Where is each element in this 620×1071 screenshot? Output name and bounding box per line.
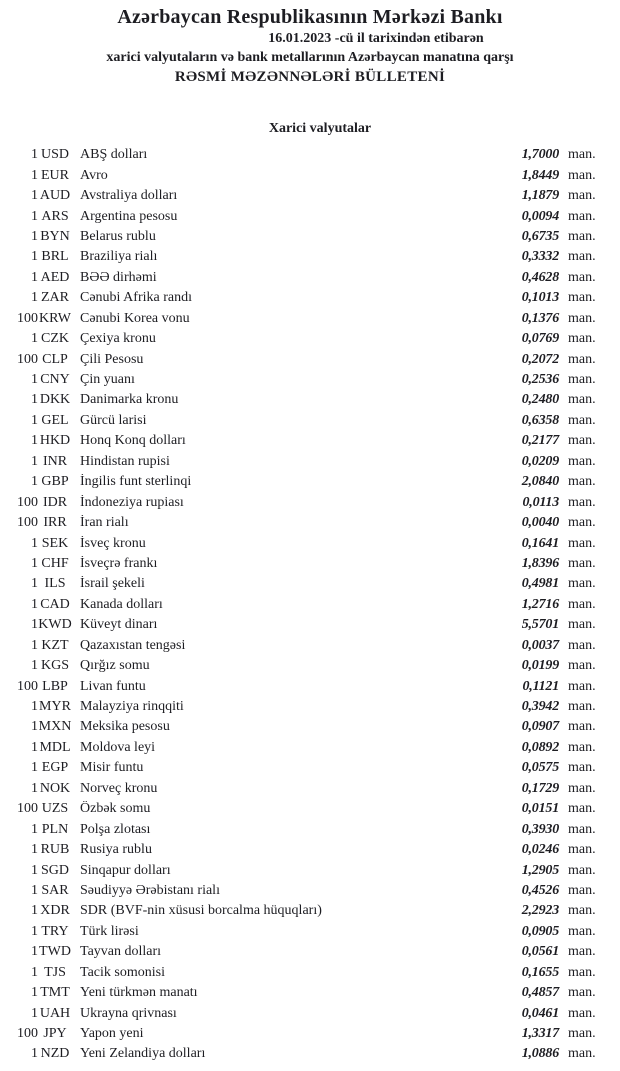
currency-row [2, 595, 602, 615]
currency-code: CLP [42, 351, 68, 367]
currency-name: İran rialı [80, 515, 129, 531]
currency-rate: 1,8449 [521, 167, 559, 183]
bulletin-subtitle: xarici valyutaların və bank metallarının Azərbaycan manatına qarşı [106, 50, 514, 65]
currency-code: ZAR [41, 290, 69, 306]
currency-row [2, 963, 602, 983]
currency-unit-label: man. [568, 453, 596, 469]
currency-nominal: 1 [31, 699, 38, 715]
currency-row [2, 329, 602, 349]
currency-code: SGD [40, 862, 69, 878]
currency-unit-label: man. [568, 290, 596, 306]
currency-rate: 1,2905 [521, 862, 559, 878]
currency-nominal: 1 [31, 985, 38, 1001]
currency-nominal: 1 [31, 555, 38, 571]
currency-unit-label: man. [568, 1026, 596, 1042]
currency-rate: 1,0886 [521, 1046, 559, 1062]
currency-nominal: 1 [31, 228, 38, 244]
currency-row [2, 738, 602, 758]
currency-row [2, 554, 602, 574]
currency-nominal: 1 [31, 780, 38, 796]
currency-nominal: 1 [31, 392, 38, 408]
currency-name: Belarus rublu [80, 228, 156, 244]
currency-nominal: 100 [17, 310, 38, 326]
currency-unit-label: man. [568, 944, 596, 960]
currency-nominal: 1 [31, 923, 38, 939]
currency-code: EGP [41, 760, 69, 776]
currency-name: Tayvan dolları [80, 944, 162, 960]
currency-nominal: 1 [31, 372, 38, 388]
currency-unit-label: man. [568, 555, 596, 571]
bulletin-title: RƏSMİ MƏZƏNNƏLƏRİ BÜLLETENİ [174, 69, 446, 85]
currency-nominal: 1 [31, 821, 38, 837]
currency-code: INR [42, 453, 68, 469]
currency-code: EUR [41, 167, 69, 183]
currency-name: Yeni Zelandiya dolları [80, 1046, 206, 1062]
currency-code: CAD [40, 596, 70, 612]
currency-code: BYN [40, 228, 70, 244]
currency-nominal: 1 [31, 167, 38, 183]
currency-rate: 0,0461 [521, 1005, 559, 1021]
currency-unit-label: man. [568, 780, 596, 796]
currency-rate: 0,0151 [521, 801, 559, 817]
currency-name: Cənubi Korea vonu [80, 310, 190, 326]
currency-nominal: 1 [31, 1046, 38, 1062]
currency-unit-label: man. [568, 964, 596, 980]
currency-rate: 0,1729 [521, 780, 559, 796]
currency-unit-label: man. [568, 269, 596, 285]
currency-rate: 0,2177 [521, 433, 559, 449]
currency-name: İndoneziya rupiası [80, 494, 184, 510]
currency-row [2, 533, 602, 553]
currency-rate: 0,0561 [521, 944, 559, 960]
currency-code: NZD [40, 1046, 70, 1062]
currency-rate: 0,1655 [521, 964, 559, 980]
currency-nominal: 1 [31, 147, 38, 163]
currency-name: İngilis funt sterlinqi [80, 474, 192, 490]
currency-code: KRW [39, 310, 71, 326]
currency-code: TRY [41, 923, 69, 939]
currency-rate: 1,3317 [521, 1026, 559, 1042]
currency-row [2, 799, 602, 819]
currency-name: İsveç kronu [80, 535, 146, 551]
currency-row [2, 779, 602, 799]
currency-nominal: 1 [31, 249, 38, 265]
currency-rate: 0,0892 [521, 739, 559, 755]
currency-nominal: 1 [31, 637, 38, 653]
currency-unit-label: man. [568, 310, 596, 326]
currency-nominal: 1 [31, 331, 38, 347]
currency-name: Çili Pesosu [80, 351, 144, 367]
currency-row [2, 513, 602, 533]
currency-rate: 0,2072 [521, 351, 559, 367]
currency-rate: 0,2480 [521, 392, 559, 408]
currency-nominal: 1 [31, 412, 38, 428]
currency-nominal: 1 [31, 433, 38, 449]
currency-unit-label: man. [568, 678, 596, 694]
currency-unit-label: man. [568, 923, 596, 939]
currency-code: GBP [41, 474, 69, 490]
currency-unit-label: man. [568, 474, 596, 490]
currency-unit-label: man. [568, 985, 596, 1001]
currency-code: SEK [41, 535, 69, 551]
currency-row [2, 309, 602, 329]
currency-row [2, 452, 602, 472]
currency-nominal: 1 [31, 535, 38, 551]
currency-row [2, 758, 602, 778]
currency-nominal: 100 [17, 678, 38, 694]
currency-code: NOK [39, 780, 71, 796]
currency-row [2, 492, 602, 512]
currency-unit-label: man. [568, 535, 596, 551]
currency-rate: 0,0905 [521, 923, 559, 939]
currency-nominal: 1 [31, 760, 38, 776]
currency-nominal: 1 [31, 719, 38, 735]
currency-code: BRL [41, 249, 69, 265]
currency-nominal: 1 [31, 453, 38, 469]
currency-name: Yapon yeni [80, 1026, 144, 1042]
currency-row [2, 390, 602, 410]
currency-row [2, 656, 602, 676]
currency-nominal: 1 [31, 658, 38, 674]
currency-rate: 0,1376 [521, 310, 559, 326]
section-title-foreign-currencies: Xarici valyutalar [268, 121, 372, 136]
currency-code: KWD [38, 617, 72, 633]
currency-code: MXN [38, 719, 72, 735]
currency-unit-label: man. [568, 494, 596, 510]
currency-rate: 1,1879 [521, 188, 559, 204]
currency-nominal: 1 [31, 208, 38, 224]
currency-nominal: 100 [17, 515, 38, 531]
currency-code: ARS [41, 208, 69, 224]
currency-name: Tacik somonisi [80, 964, 165, 980]
currency-unit-label: man. [568, 821, 596, 837]
currency-nominal: 100 [17, 494, 38, 510]
currency-unit-label: man. [568, 392, 596, 408]
currency-code: KGS [40, 658, 69, 674]
currency-unit-label: man. [568, 331, 596, 347]
currency-name: Cənubi Afrika randı [80, 290, 192, 306]
currency-row [2, 574, 602, 594]
currency-rate: 0,0769 [521, 331, 559, 347]
currency-row [2, 247, 602, 267]
currency-rate: 0,1121 [522, 678, 559, 694]
currency-row [2, 186, 602, 206]
currency-nominal: 1 [31, 964, 38, 980]
currency-name: Rusiya rublu [80, 842, 152, 858]
currency-row [2, 840, 602, 860]
currency-rate: 0,4857 [521, 985, 559, 1001]
currency-unit-label: man. [568, 515, 596, 531]
currency-nominal: 1 [31, 596, 38, 612]
currency-code: TWD [39, 944, 71, 960]
currency-name: Livan funtu [80, 678, 146, 694]
currency-unit-label: man. [568, 637, 596, 653]
currency-rate: 0,0907 [521, 719, 559, 735]
currency-name: Küveyt dinarı [80, 617, 158, 633]
currency-row [2, 636, 602, 656]
currency-code: CNY [40, 372, 70, 388]
currency-unit-label: man. [568, 188, 596, 204]
currency-row [2, 206, 602, 226]
currency-rate: 2,0840 [521, 474, 559, 490]
currency-rate: 0,0575 [521, 760, 559, 776]
currency-rate: 0,1013 [521, 290, 559, 306]
currency-name: Gürcü larisi [80, 412, 147, 428]
currency-row [2, 860, 602, 880]
currency-nominal: 1 [31, 474, 38, 490]
currency-rate: 0,0037 [521, 637, 559, 653]
currency-nominal: 1 [31, 1005, 38, 1021]
currency-rate: 0,0113 [522, 494, 559, 510]
currency-name: BƏƏ dirhəmi [80, 269, 157, 285]
currency-nominal: 1 [31, 862, 38, 878]
currency-unit-label: man. [568, 617, 596, 633]
currency-row [2, 165, 602, 185]
currency-name: Moldova leyi [80, 739, 156, 755]
currency-code: IDR [42, 494, 68, 510]
currency-code: XDR [40, 903, 70, 919]
currency-code: AUD [39, 188, 71, 204]
currency-unit-label: man. [568, 167, 596, 183]
currency-code: LBP [42, 678, 68, 694]
currency-nominal: 1 [31, 842, 38, 858]
currency-name: Qazaxıstan tengəsi [80, 637, 186, 653]
currency-nominal: 1 [31, 576, 38, 592]
currency-code: DKK [39, 392, 71, 408]
currency-row [2, 288, 602, 308]
currency-unit-label: man. [568, 1046, 596, 1062]
currency-unit-label: man. [568, 147, 596, 163]
currency-nominal: 1 [31, 882, 38, 898]
currency-row [2, 881, 602, 901]
currency-rate: 0,0246 [521, 842, 559, 858]
currency-code: PLN [41, 821, 69, 837]
currency-row [2, 472, 602, 492]
currency-unit-label: man. [568, 882, 596, 898]
currency-row [2, 942, 602, 962]
currency-rate: 0,0199 [521, 658, 559, 674]
currency-nominal: 100 [17, 1026, 38, 1042]
currency-row [2, 227, 602, 247]
currency-nominal: 1 [31, 739, 38, 755]
currency-rate: 0,0094 [521, 208, 559, 224]
currency-nominal: 1 [31, 617, 38, 633]
currency-unit-label: man. [568, 842, 596, 858]
currency-code: ILS [44, 576, 66, 592]
currency-nominal: 1 [31, 903, 38, 919]
bulletin-header [0, 0, 620, 87]
currency-row [2, 1024, 602, 1044]
currency-unit-label: man. [568, 862, 596, 878]
currency-unit-label: man. [568, 208, 596, 224]
currency-rate: 1,7000 [521, 147, 559, 163]
currency-row [2, 901, 602, 921]
currency-unit-label: man. [568, 699, 596, 715]
currency-rate: 0,0209 [521, 453, 559, 469]
currency-nominal: 100 [17, 801, 38, 817]
currency-unit-label: man. [568, 433, 596, 449]
currency-rate: 0,3942 [521, 699, 559, 715]
currency-rate: 0,4526 [521, 882, 559, 898]
currency-name: Qırğız somu [80, 658, 150, 674]
currency-nominal: 1 [31, 269, 38, 285]
currency-name: Norveç kronu [80, 780, 158, 796]
currency-name: ABŞ dolları [80, 147, 148, 163]
currency-row [2, 676, 602, 696]
currency-code: GEL [41, 412, 69, 428]
currency-name: Argentina pesosu [80, 208, 178, 224]
currency-nominal: 1 [31, 188, 38, 204]
currency-name: Danimarka kronu [80, 392, 179, 408]
currency-unit-label: man. [568, 351, 596, 367]
currency-code: UZS [41, 801, 69, 817]
currency-name: Braziliya rialı [80, 249, 158, 265]
currency-unit-label: man. [568, 372, 596, 388]
currency-code: KZT [41, 637, 69, 653]
currency-nominal: 1 [31, 290, 38, 306]
currency-rate: 0,3930 [521, 821, 559, 837]
currency-name: Honq Konq dolları [80, 433, 186, 449]
currency-row [2, 1044, 602, 1064]
currency-rate: 5,5701 [521, 617, 559, 633]
currency-unit-label: man. [568, 903, 596, 919]
currency-code: CZK [41, 331, 69, 347]
currency-rate: 0,6735 [521, 228, 559, 244]
currency-name: SDR (BVF-nin xüsusi borcalma hüquqları) [80, 903, 322, 919]
currency-code: USD [40, 147, 69, 163]
currency-unit-label: man. [568, 596, 596, 612]
currency-name: Avstraliya dolları [80, 188, 178, 204]
currency-rate: 0,1641 [521, 535, 559, 551]
currency-unit-label: man. [568, 760, 596, 776]
currency-rate: 0,4628 [521, 269, 559, 285]
currency-row [2, 615, 602, 635]
currency-unit-label: man. [568, 249, 596, 265]
currency-unit-label: man. [568, 576, 596, 592]
currency-nominal: 100 [17, 351, 38, 367]
currency-code: TJS [44, 964, 66, 980]
currency-name: Özbək somu [80, 801, 151, 817]
currency-nominal: 1 [31, 944, 38, 960]
currency-rate: 1,8396 [521, 555, 559, 571]
currency-row [2, 983, 602, 1003]
currency-name: Hindistan rupisi [80, 453, 170, 469]
currency-code: MYR [39, 699, 71, 715]
currency-code: IRR [43, 515, 67, 531]
currency-name: Misir funtu [80, 760, 144, 776]
currency-row [2, 819, 602, 839]
currency-name: Səudiyyə Ərəbistanı rialı [80, 882, 220, 898]
currency-code: JPY [43, 1026, 67, 1042]
currency-row [2, 370, 602, 390]
currency-code: RUB [40, 842, 70, 858]
currency-row [2, 411, 602, 431]
currency-name: Türk lirəsi [80, 923, 139, 939]
currency-unit-label: man. [568, 801, 596, 817]
currency-rate: 0,4981 [521, 576, 559, 592]
currency-rate: 0,3332 [521, 249, 559, 265]
currency-name: Kanada dolları [80, 596, 163, 612]
currency-unit-label: man. [568, 412, 596, 428]
currency-name: İsveçrə frankı [80, 555, 158, 571]
currency-name: Avro [80, 167, 108, 183]
currency-rate: 0,2536 [521, 372, 559, 388]
currency-name: Meksika pesosu [80, 719, 170, 735]
currency-name: İsrail şekeli [80, 576, 145, 592]
currency-code: AED [40, 269, 70, 285]
currency-row [2, 697, 602, 717]
currency-name: Polşa zlotası [80, 821, 151, 837]
currency-unit-label: man. [568, 658, 596, 674]
currency-code: UAH [39, 1005, 71, 1021]
currency-code: CHF [41, 555, 69, 571]
currency-name: Malayziya rinqqiti [80, 699, 184, 715]
currency-row [2, 431, 602, 451]
effective-date-line: 16.01.2023 -cü il tarixindən etibarən [268, 31, 484, 46]
currency-name: Yeni türkmən manatı [80, 985, 198, 1001]
currency-unit-label: man. [568, 228, 596, 244]
currency-name: Sinqapur dolları [80, 862, 171, 878]
currency-name: Çexiya kronu [80, 331, 156, 347]
currency-unit-label: man. [568, 739, 596, 755]
currency-unit-label: man. [568, 1005, 596, 1021]
currency-name: Çin yuanı [80, 372, 135, 388]
currency-code: MDL [39, 739, 71, 755]
currency-code: SAR [41, 882, 69, 898]
currency-rate: 1,2716 [521, 596, 559, 612]
currency-row [2, 1003, 602, 1023]
currency-row [2, 922, 602, 942]
currency-unit-label: man. [568, 719, 596, 735]
currency-row [2, 268, 602, 288]
currency-rate: 2,2923 [521, 903, 559, 919]
currency-rate: 0,6358 [521, 412, 559, 428]
currency-code: HKD [39, 433, 71, 449]
currency-row [2, 717, 602, 737]
currency-row [2, 349, 602, 369]
currency-code: TMT [40, 985, 70, 1001]
currency-row [2, 145, 602, 165]
bank-name-title: Azərbaycan Respublikasının Mərkəzi Bankı [117, 6, 503, 28]
currency-rate: 0,0040 [521, 515, 559, 531]
currency-name: Ukrayna qrivnası [80, 1005, 177, 1021]
currency-table [0, 145, 620, 1065]
